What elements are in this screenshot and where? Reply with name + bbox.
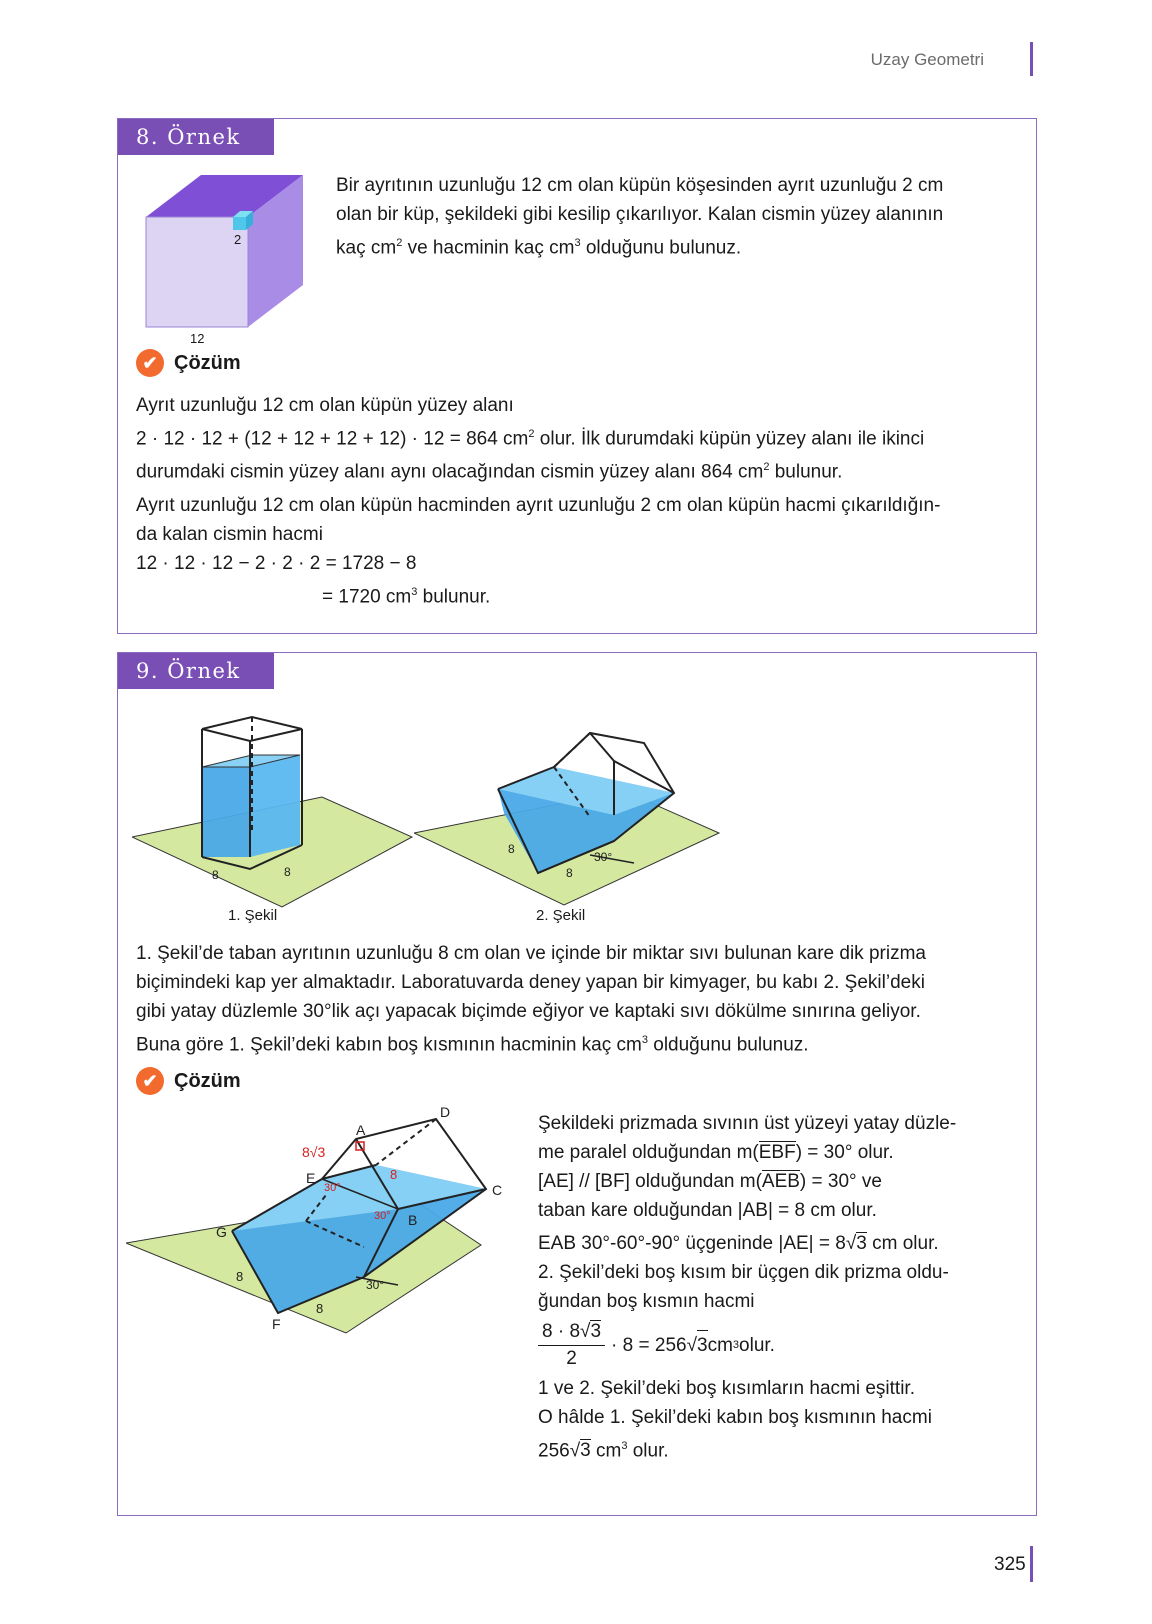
page-number: 325 xyxy=(994,1554,1026,1575)
s9-line-11: 256√3 $cm^3$ olur. xyxy=(538,1440,669,1462)
header-accent-bar xyxy=(1030,42,1033,76)
svg-text:B: B xyxy=(408,1212,418,1228)
svg-text:A: A xyxy=(356,1122,366,1138)
example-8-tag: 8. Örnek xyxy=(118,119,274,155)
s9-line-3: [AE] // [BF] olduğundan m(AEB) = 30° ve xyxy=(538,1171,882,1192)
svg-text:8: 8 xyxy=(390,1167,398,1182)
svg-text:E: E xyxy=(306,1170,316,1186)
svg-text:F: F xyxy=(272,1316,281,1332)
s9-line-5: EAB 30°-60°-90° üçgeninde |AE| = 8√3 cm olur. xyxy=(538,1233,939,1254)
svg-text:C: C xyxy=(492,1182,503,1198)
svg-text:8: 8 xyxy=(566,866,573,880)
q8-line-3: kaç $cm^2$ ve hacminin kaç $cm^3$ olduğunu bulunuz. xyxy=(336,237,742,259)
cube-small-label: 2 xyxy=(234,232,242,247)
example-9-question xyxy=(136,939,1016,1059)
header-title: Uzay Geometri xyxy=(870,50,984,69)
solution-heading-9: ✔ Çözüm xyxy=(136,1067,241,1095)
svg-text:G: G xyxy=(216,1224,227,1240)
svg-text:8: 8 xyxy=(316,1301,324,1316)
s8-line-1: Ayrıt uzunluğu 12 cm olan küpün yüzey alanı xyxy=(136,395,514,416)
example-8-solution xyxy=(136,391,1016,611)
s8-line-7: = 1720 $cm^3$ bulunur. xyxy=(322,585,491,607)
fig2-caption: 2. Şekil xyxy=(536,907,586,924)
example-9-tag: 9. Örnek xyxy=(118,653,274,689)
svg-text:D: D xyxy=(440,1104,451,1120)
svg-text:8√3: 8√3 xyxy=(302,1144,326,1160)
figure-1 xyxy=(132,709,432,909)
svg-text:8: 8 xyxy=(212,868,219,882)
s9-line-10: O hâlde 1. Şekil’deki kabın boş kısmının hacmi xyxy=(538,1407,932,1428)
svg-text:8: 8 xyxy=(236,1269,244,1284)
s9-line-6: 2. Şekil’deki boş kısım bir üçgen dik prizma oldu- xyxy=(538,1262,949,1283)
svg-text:30°: 30° xyxy=(324,1182,341,1194)
svg-text:8: 8 xyxy=(508,842,515,856)
s8-line-3: durumdaki cismin yüzey alanı aynı olacağından cismin yüzey alanı 864 $cm^2$ bulunur. xyxy=(136,461,843,483)
check-icon: ✔ xyxy=(136,1067,164,1095)
fig1-caption: 1. Şekil xyxy=(228,907,278,924)
s9-line-1: Şekildeki prizmada sıvının üst yüzeyi yatay düzle- xyxy=(538,1113,957,1134)
example-8-panel xyxy=(117,118,1037,634)
liquid-front xyxy=(202,767,250,857)
cube-figure xyxy=(138,175,323,345)
s8-line-6: 12 · 12 · 12 − 2 · 2 · 2 = 1728 − 8 xyxy=(136,552,417,574)
q9-line-1: 1. Şekil’de taban ayrıtının uzunluğu 8 cm olan ve içinde bir miktar sıvı bulunan kare dik prizma xyxy=(136,943,926,964)
s9-fraction-line: 8 · 8√3 2 · 8 = 256 √ 3 cm 3 olur. xyxy=(538,1316,986,1374)
s8-line-4: Ayrıt uzunluğu 12 cm olan küpün hacminden ayrıt uzunluğu 2 cm olan küpün hacmi çıkarıldığın- xyxy=(136,494,941,516)
s8-line-5: da kalan cismin hacmi xyxy=(136,523,323,545)
s9-line-9: 1 ve 2. Şekil’deki boş kısımların hacmi eşittir. xyxy=(538,1378,915,1399)
svg-text:8: 8 xyxy=(284,865,291,879)
figure-3-solution xyxy=(126,1097,516,1337)
q9-line-4: Buna göre 1. Şekil’deki kabın boş kısmının hacminin kaç $cm^3$ olduğunu bulunuz. xyxy=(136,1034,809,1056)
footer-accent-bar xyxy=(1030,1546,1033,1582)
s9-line-2: me paralel olduğundan m(EBF) = 30° olur. xyxy=(538,1142,894,1163)
q8-line-2: olan bir küp, şekildeki gibi kesilip çıkarılıyor. Kalan cismin yüzey alanının xyxy=(336,204,944,225)
svg-text:30°: 30° xyxy=(374,1210,391,1222)
s9-line-7: ğundan boş kısmın hacmi xyxy=(538,1291,755,1312)
q9-line-2: biçimindeki kap yer almaktadır. Laboratuvarda deney yapan bir kimyager, bu kabı 2. Şekil’deki xyxy=(136,972,925,993)
q8-line-1: Bir ayrıtının uzunluğu 12 cm olan küpün köşesinden ayrıt uzunluğu 2 cm xyxy=(336,175,944,196)
example-9-panel xyxy=(117,652,1037,1516)
check-icon: ✔ xyxy=(136,349,164,377)
figure-2 xyxy=(414,705,724,910)
s8-line-2: 2 · 12 · 12 + (12 + 12 + 12 + 12) · 12 = 864 $cm^2$ olur. İlk durumdaki küpün yüzey alanı ile ikinci xyxy=(136,428,925,450)
small-cube-front xyxy=(233,217,246,230)
example-9-solution xyxy=(538,1109,986,1465)
q9-line-3: gibi yatay düzlemle 30°lik açı yapacak biçimde eğiyor ve kaptaki sıvı dökülme sınırına geliyor. xyxy=(136,1001,921,1022)
svg-text:30°: 30° xyxy=(594,850,613,864)
svg-text:30°: 30° xyxy=(366,1278,385,1292)
cube-big-label: 12 xyxy=(190,331,205,345)
example-8-question xyxy=(336,171,1016,262)
liquid-side xyxy=(250,755,300,857)
solution-heading-8: ✔ Çözüm xyxy=(136,349,241,377)
cube-front-face xyxy=(146,217,248,327)
s9-line-4: taban kare olduğundan |AB| = 8 cm olur. xyxy=(538,1200,877,1221)
